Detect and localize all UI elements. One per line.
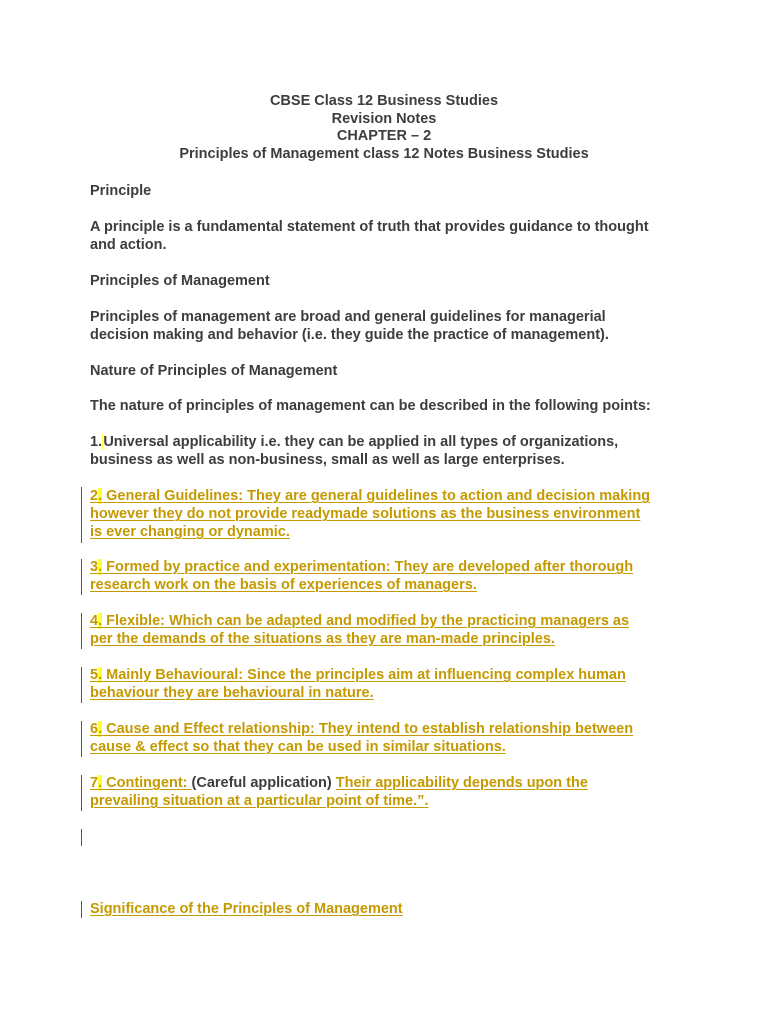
point-text: General Guidelines: They are general guidelines to action and decision making	[102, 488, 651, 504]
principle-definition-line: and action.	[90, 237, 167, 253]
point-text: business as well as non-business, small as well as large enterprises.	[90, 452, 565, 468]
change-bar	[81, 487, 82, 543]
point-number: 6	[90, 721, 99, 737]
point-text: Flexible: Which can be adapted and modified by the practicing managers as	[102, 613, 630, 629]
principle-heading: Principle	[90, 183, 152, 199]
change-bar	[81, 721, 82, 757]
point-number: 5	[90, 667, 99, 683]
change-bar	[81, 829, 82, 846]
header-course-title: CBSE Class 12 Business Studies	[269, 93, 499, 109]
point-6	[90, 720, 690, 756]
header-subtitle: Revision Notes	[331, 110, 437, 127]
header-chapter-title: Principles of Management class 12 Notes Business Studies	[179, 146, 589, 163]
point-text: cause & effect so that they can be used in similar situations.	[90, 739, 506, 755]
point-text: Mainly Behavioural: Since the principles aim at influencing complex human	[102, 667, 626, 683]
point-4	[90, 612, 690, 648]
nature-heading: Nature of Principles of Management	[90, 363, 338, 379]
document-header	[0, 93, 768, 164]
point-text: is ever changing or dynamic.	[90, 524, 290, 540]
nature-intro: The nature of principles of management can be described in the following points:	[90, 398, 651, 414]
point-1	[90, 433, 690, 469]
point-text: Cause and Effect relationship: They intend to establish relationship between	[102, 721, 634, 737]
pom-definition-line: Principles of management are broad and general guidelines for managerial	[90, 309, 606, 325]
point-7	[90, 774, 690, 810]
point-dot-highlight: .	[98, 613, 103, 629]
point-text: however they do not provide readymade solutions as the business environment	[90, 506, 641, 522]
point-number: 1	[90, 434, 99, 450]
point-dot-highlight: .	[98, 559, 103, 575]
point-number: 7	[90, 775, 99, 791]
pom-heading: Principles of Management	[90, 273, 270, 289]
point-text: prevailing situation at a particular point of time.”.	[90, 793, 429, 809]
point-text: Contingent:	[102, 775, 192, 791]
point-text: Formed by practice and experimentation: They are developed after thorough	[102, 559, 634, 575]
point-text: research work on the basis of experiences of managers.	[90, 577, 477, 593]
point-dot-highlight: .	[98, 721, 103, 737]
point-text: Universal applicability i.e. they can be applied in all types of organizations,	[103, 434, 619, 450]
change-bar	[81, 667, 82, 703]
point-dot-highlight: .	[98, 775, 103, 791]
principle-definition-line: A principle is a fundamental statement of truth that provides guidance to thought	[90, 219, 649, 235]
point-number: 4	[90, 613, 99, 629]
principle-definition	[90, 218, 690, 254]
point-dot: .	[98, 434, 103, 450]
header-chapter: CHAPTER – 2	[336, 128, 432, 145]
change-bar	[81, 613, 82, 649]
point-text-plain: (Careful application)	[191, 775, 336, 791]
pom-definition-line: decision making and behavior (i.e. they guide the practice of management).	[90, 327, 609, 343]
point-2	[90, 487, 690, 541]
point-dot-highlight: .	[98, 667, 103, 683]
point-text: behaviour they are behavioural in nature.	[90, 685, 374, 701]
point-number: 3	[90, 559, 99, 575]
point-text: Their applicability depends upon the	[335, 775, 588, 791]
significance-heading: Significance of the Principles of Management	[90, 901, 403, 917]
pom-definition	[90, 308, 690, 344]
point-5	[90, 666, 690, 702]
change-bar	[81, 775, 82, 811]
point-text: per the demands of the situations as they are man-made principles.	[90, 631, 555, 647]
point-3	[90, 558, 690, 594]
change-bar	[81, 559, 82, 595]
point-dot-highlight: .	[98, 488, 103, 504]
change-bar	[81, 901, 82, 918]
point-number: 2	[90, 488, 99, 504]
